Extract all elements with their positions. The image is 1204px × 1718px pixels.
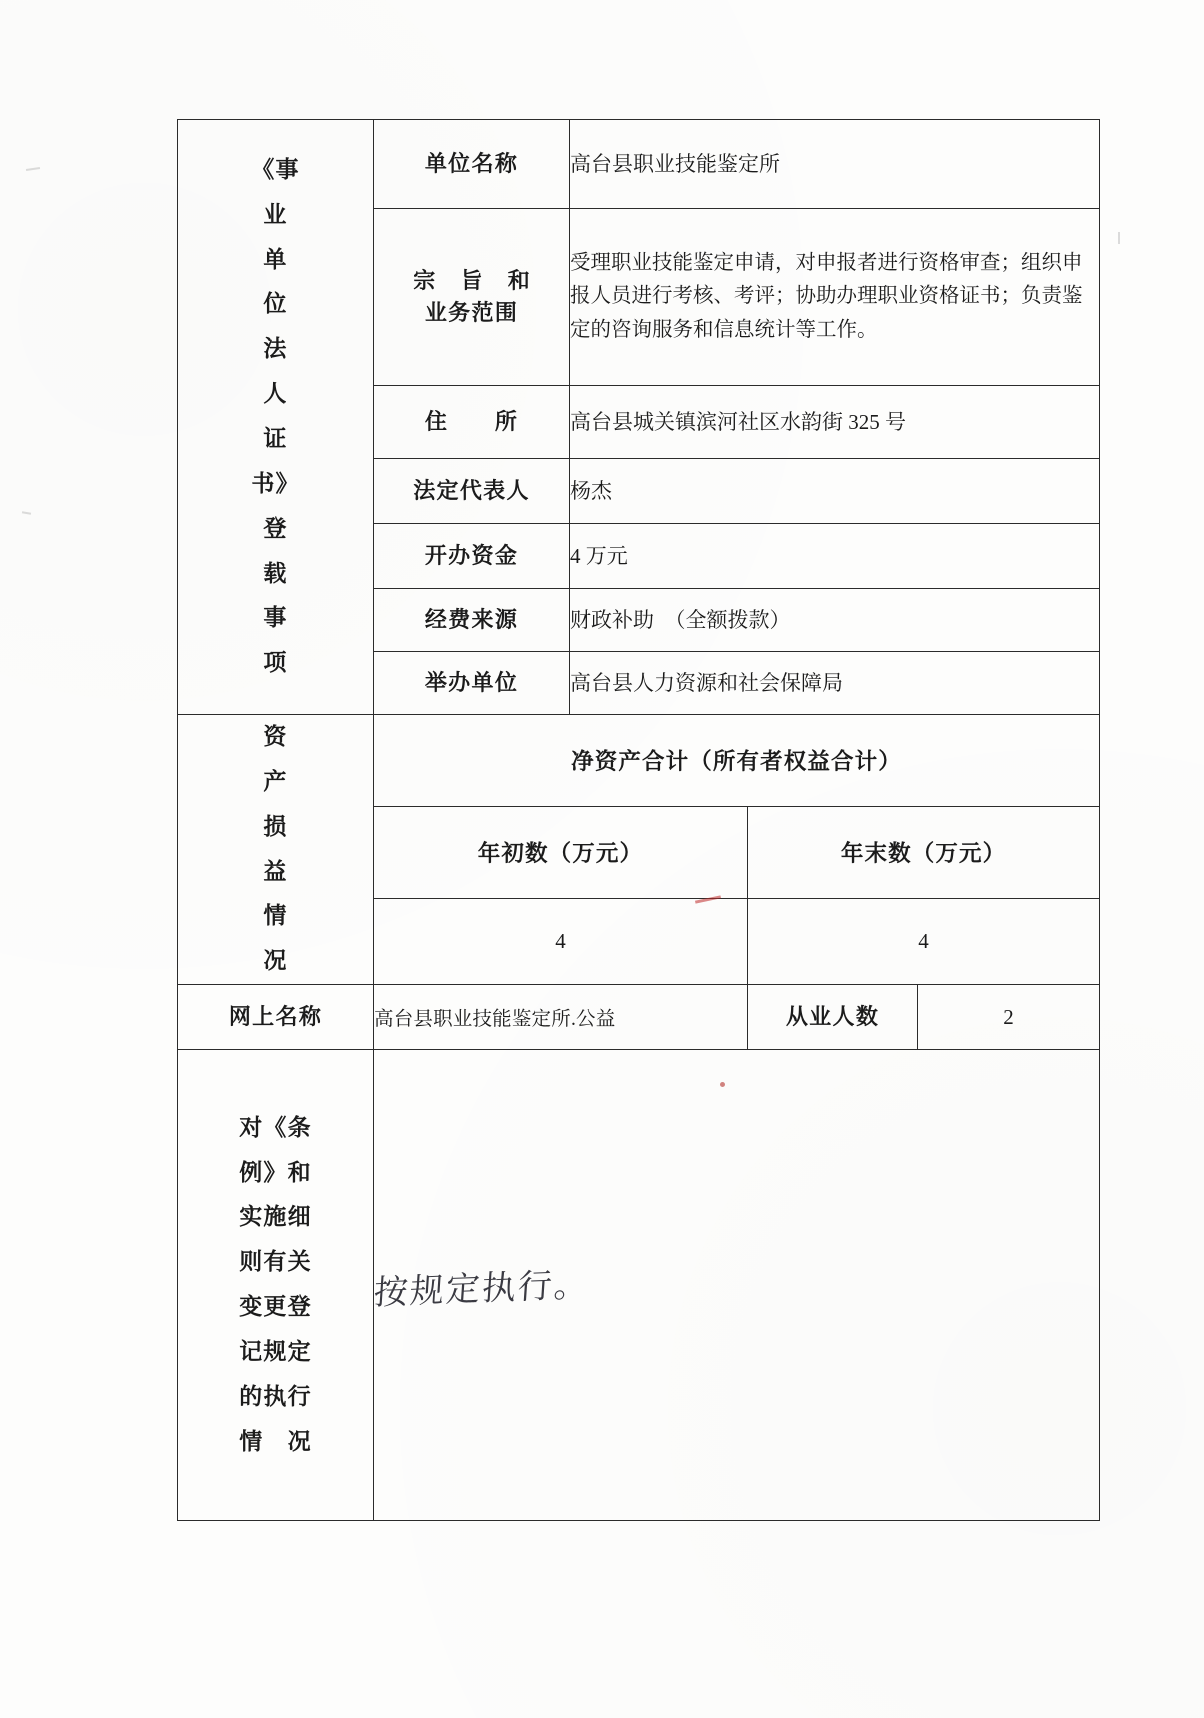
header-year-end-amount: 年末数（万元） xyxy=(748,806,1100,898)
section-label-asset-profit-loss xyxy=(178,715,374,985)
value-legal-representative: 杨杰 xyxy=(570,459,1100,524)
handwritten-note: 按规定执行。 xyxy=(372,1264,592,1313)
compliance-label-line-2: 例》和 xyxy=(239,1159,312,1185)
scan-artifact-right xyxy=(1118,232,1120,244)
section-label-line-10: 载 xyxy=(263,560,288,586)
compliance-label-line-4: 则有关 xyxy=(239,1249,312,1275)
label-staff-count: 从业人数 xyxy=(748,985,918,1050)
value-purpose-and-scope: 受理职业技能鉴定申请，对申报者进行资格审查；组织申报人员进行考核、考评；协助办理职业资格证书；负责鉴定的咨询服务和信息统计等工作。 xyxy=(570,209,1100,386)
section-label-line-3: 单 xyxy=(263,246,288,272)
label-unit-name: 单位名称 xyxy=(374,120,570,209)
section-label-line-1: 《事 xyxy=(251,156,300,182)
value-staff-count: 2 xyxy=(918,985,1100,1050)
section-label-compliance-execution xyxy=(178,1050,374,1521)
label-startup-capital: 开办资金 xyxy=(374,524,570,589)
section-label-line-6: 人 xyxy=(263,381,288,407)
header-net-assets-total: 净资产合计（所有者权益合计） xyxy=(374,715,1100,807)
section-label-line-7: 证 xyxy=(263,426,288,451)
value-unit-name: 高台县职业技能鉴定所 xyxy=(570,120,1100,209)
table-row xyxy=(178,1050,1100,1521)
asset-label-line-3: 损 xyxy=(263,813,288,839)
compliance-label-line-1: 对《条 xyxy=(239,1114,312,1140)
asset-label-line-4: 益 xyxy=(263,858,288,884)
compliance-label-line-5: 变更登 xyxy=(239,1294,312,1320)
value-year-end-amount: 4 xyxy=(748,898,1100,984)
value-sponsor-unit: 高台县人力资源和社会保障局 xyxy=(570,652,1100,715)
label-purpose-and-scope xyxy=(374,209,570,386)
table-row xyxy=(178,120,1100,209)
label-purpose-line-2: 业务范围 xyxy=(424,300,519,325)
asset-label-line-2: 产 xyxy=(263,768,288,794)
section-label-line-2: 业 xyxy=(263,201,288,227)
section-label-certificate-items xyxy=(178,120,374,715)
header-year-begin-amount: 年初数（万元） xyxy=(374,806,748,898)
compliance-label-line-6: 记规定 xyxy=(239,1338,312,1364)
compliance-label-line-3: 实施细 xyxy=(239,1204,312,1230)
table-row xyxy=(178,715,1100,807)
section-label-line-4: 位 xyxy=(263,291,288,317)
asset-label-line-1: 资 xyxy=(263,724,288,749)
label-purpose-line-1: 宗 旨 和 xyxy=(413,268,540,294)
label-legal-representative: 法定代表人 xyxy=(374,459,570,524)
section-label-line-11: 事 xyxy=(263,605,288,631)
label-online-name: 网上名称 xyxy=(178,985,374,1050)
value-address: 高台县城关镇滨河社区水韵街 325 号 xyxy=(570,386,1100,459)
value-compliance-handwriting xyxy=(374,1050,1100,1521)
asset-label-line-6: 况 xyxy=(263,948,288,974)
compliance-label-line-7: 的执行 xyxy=(239,1383,312,1409)
table-row xyxy=(178,985,1100,1050)
value-year-begin-amount: 4 xyxy=(374,898,748,984)
section-label-line-12: 项 xyxy=(263,650,288,676)
asset-label-line-5: 情 xyxy=(263,903,288,929)
section-label-line-5: 法 xyxy=(263,336,288,362)
red-pen-dot xyxy=(720,1082,725,1087)
label-funding-source: 经费来源 xyxy=(374,589,570,652)
compliance-label-line-8: 情 况 xyxy=(239,1428,312,1454)
section-label-line-9: 登 xyxy=(263,515,288,541)
section-label-line-8: 书》 xyxy=(251,470,300,496)
value-startup-capital: 4 万元 xyxy=(570,524,1100,589)
label-sponsor-unit: 举办单位 xyxy=(374,652,570,715)
label-address: 住 所 xyxy=(374,386,570,459)
value-online-name: 高台县职业技能鉴定所.公益 xyxy=(374,985,748,1050)
legal-person-certificate-form xyxy=(177,119,1100,1521)
value-funding-source: 财政补助 （全额拨款） xyxy=(570,589,1100,652)
